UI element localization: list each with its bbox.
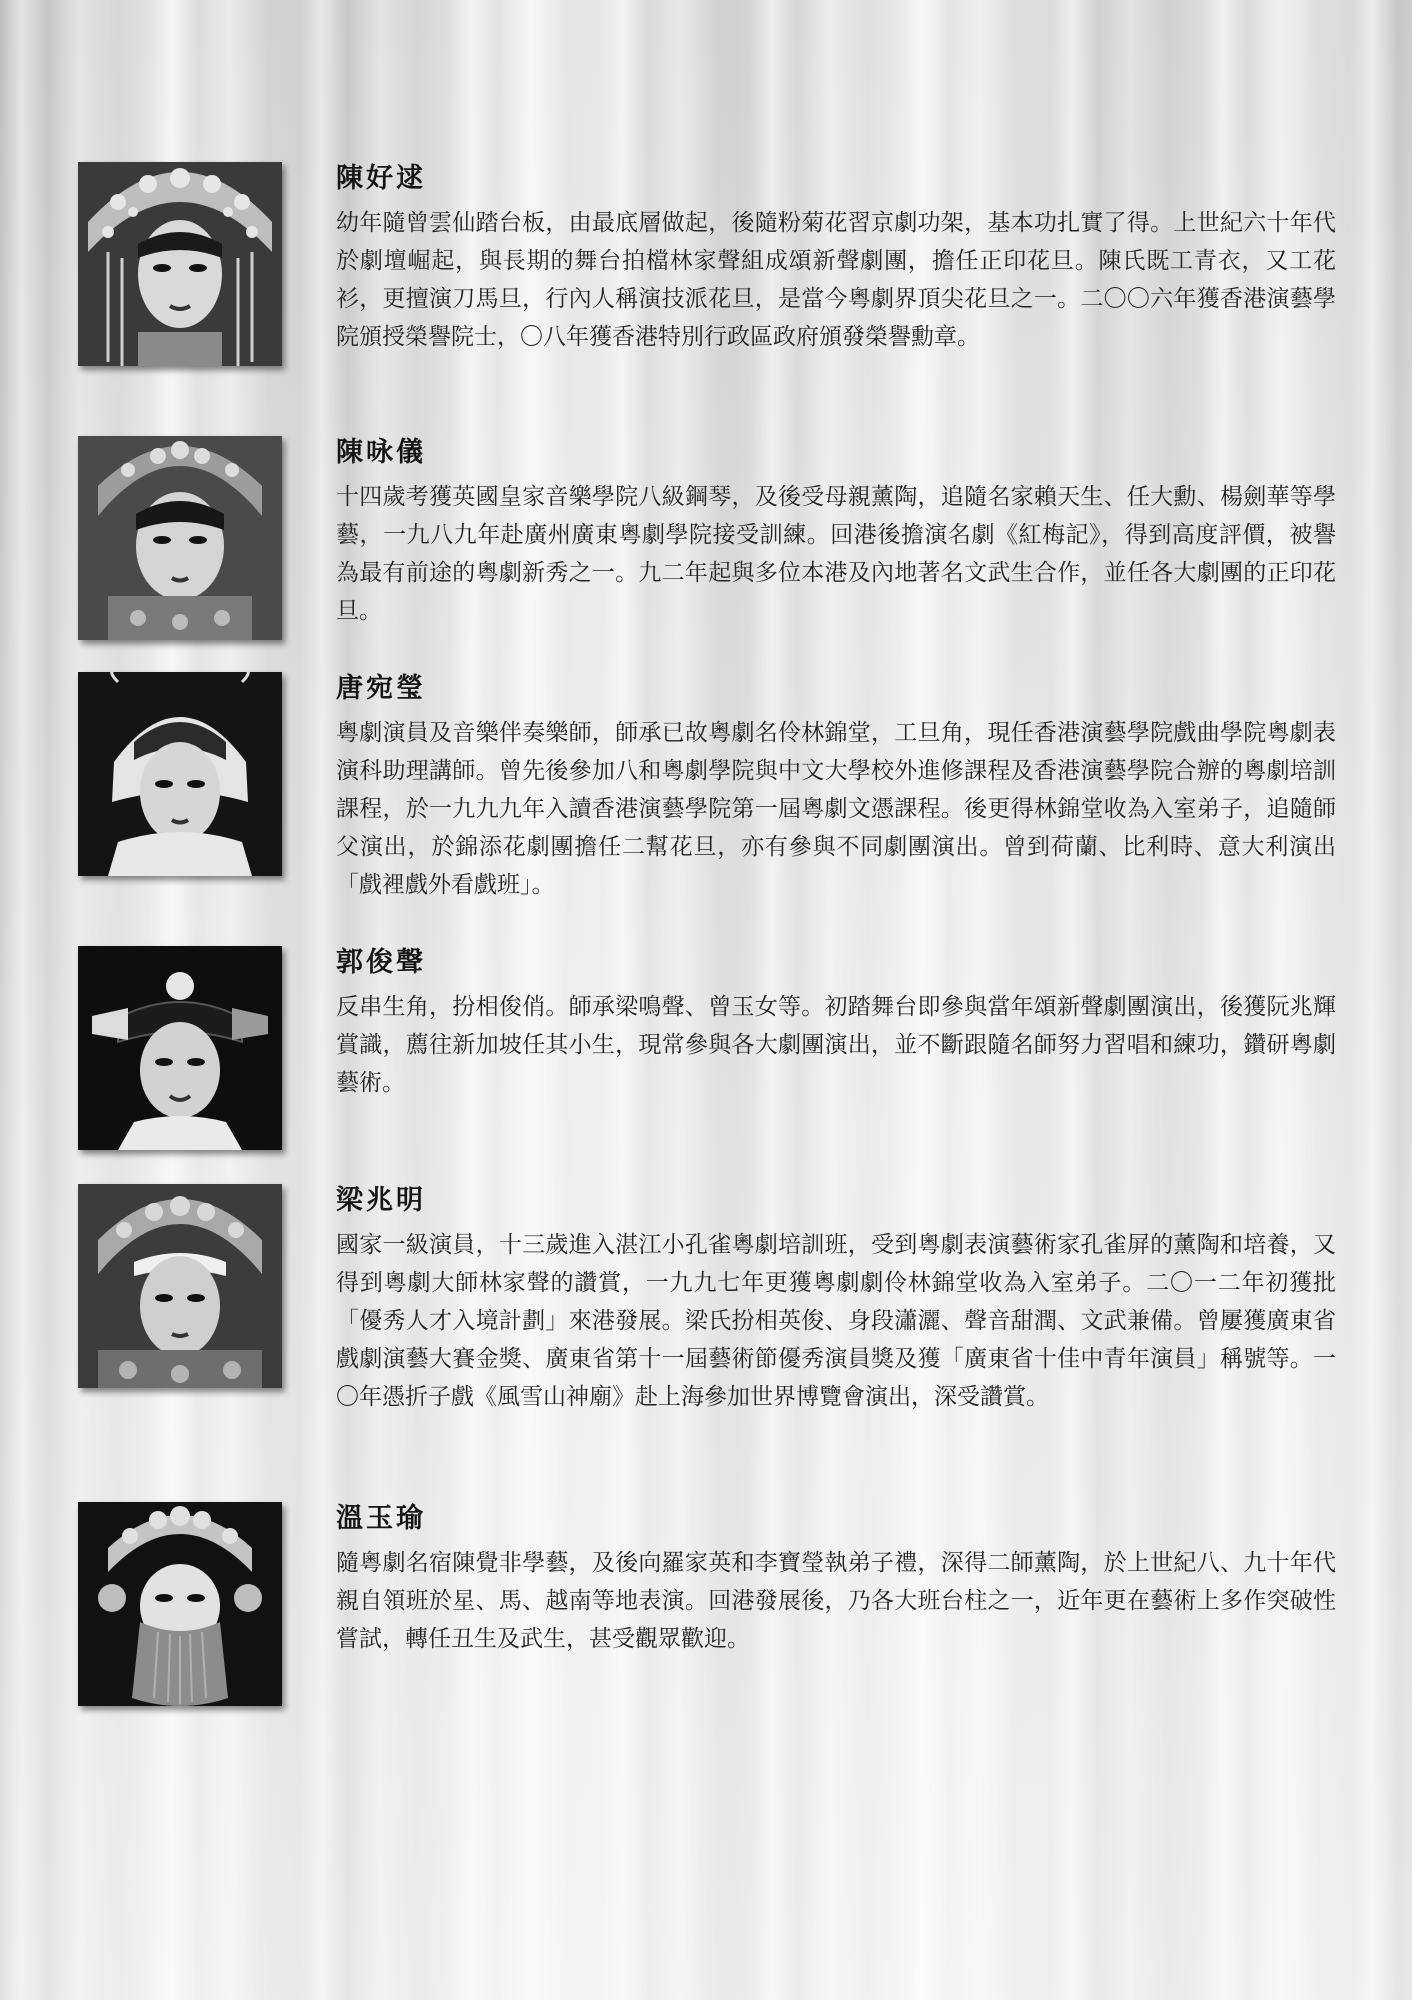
performer-portrait [78,162,282,366]
performer-bio: 粵劇演員及音樂伴奏樂師，師承已故粵劇名伶林錦堂，工旦角，現任香港演藝學院戲曲學院粵劇表演科助理講師。曾先後參加八和粵劇學院與中文大學校外進修課程及香港演藝學院合辦的粵劇培訓課程，於一九九九年入讀香港演藝學院第一屆粵劇文憑課程。後更得林錦堂收為入室弟子，追隨師父演出，於錦添花劇團擔任二幫花旦，亦有參與不同劇團演出。曾到荷蘭、比利時、意大利演出「戲裡戲外看戲班」。 [336,720,1336,898]
performer-bio: 國家一級演員，十三歲進入湛江小孔雀粵劇培訓班，受到粵劇表演藝術家孔雀屏的薰陶和培養，又得到粵劇大師林家聲的讚賞，一九九七年更獲粵劇劇伶林錦堂收為入室弟子。二〇一二年初獲批「優秀人才入境計劃」來港發展。梁氏扮相英俊、身段瀟灑、聲音甜潤、文武兼備。曾屢獲廣東省戲劇演藝大賽金獎、廣東省第十一屆藝術節優秀演員獎及獲「廣東省十佳中青年演員」稱號等。一〇年憑折子戲《風雪山神廟》赴上海參加世界博覽會演出，深受讚賞。 [336,1232,1336,1410]
performer-portrait [78,672,282,876]
performer-portrait [78,436,282,640]
performer-name: 唐宛瑩 [336,673,426,704]
performer-name: 陳咏儀 [336,437,426,468]
performer-bio: 隨粵劇名宿陳覺非學藝，及後向羅家英和李寶瑩執弟子禮，深得二師薰陶，於上世紀八、九十年代親自領班於星、馬、越南等地表演。回港發展後，乃各大班台柱之一，近年更在藝術上多作突破性嘗試，轉任丑生及武生，甚受觀眾歡迎。 [336,1550,1336,1652]
performer-bio: 幼年隨曾雲仙踏台板，由最底層做起，後隨粉菊花習京劇功架，基本功扎實了得。上世紀六十年代於劇壇崛起，與長期的舞台拍檔林家聲組成頌新聲劇團，擔任正印花旦。陳氏既工青衣，又工花衫，更擅演刀馬旦，行內人稱演技派花旦，是當今粵劇界頂尖花旦之一。二〇〇六年獲香港演藝學院頒授榮譽院士，〇八年獲香港特別行政區政府頒發榮譽勳章。 [336,210,1336,350]
performer-portrait [78,1502,282,1706]
performer-bio: 十四歲考獲英國皇家音樂學院八級鋼琴，及後受母親薰陶，追隨名家賴天生、任大勳、楊劍華等學藝，一九八九年赴廣州廣東粵劇學院接受訓練。回港後擔演名劇《紅梅記》，得到高度評價，被譽為最有前途的粵劇新秀之一。九二年起與多位本港及內地著名文武生合作，並任各大劇團的正印花旦。 [336,484,1336,624]
performer-name: 陳好逑 [336,163,426,194]
performer-bio: 反串生角，扮相俊俏。師承梁鳴聲、曾玉女等。初踏舞台即參與當年頌新聲劇團演出，後獲阮兆輝賞識，薦往新加坡任其小生，現常參與各大劇團演出，並不斷跟隨名師努力習唱和練功，鑽研粵劇藝術。 [336,994,1336,1096]
performer-portrait [78,1184,282,1388]
performer-name: 溫玉瑜 [336,1503,426,1534]
performer-name: 梁兆明 [336,1185,426,1216]
performer-portrait [78,946,282,1150]
performer-name: 郭俊聲 [336,947,426,978]
